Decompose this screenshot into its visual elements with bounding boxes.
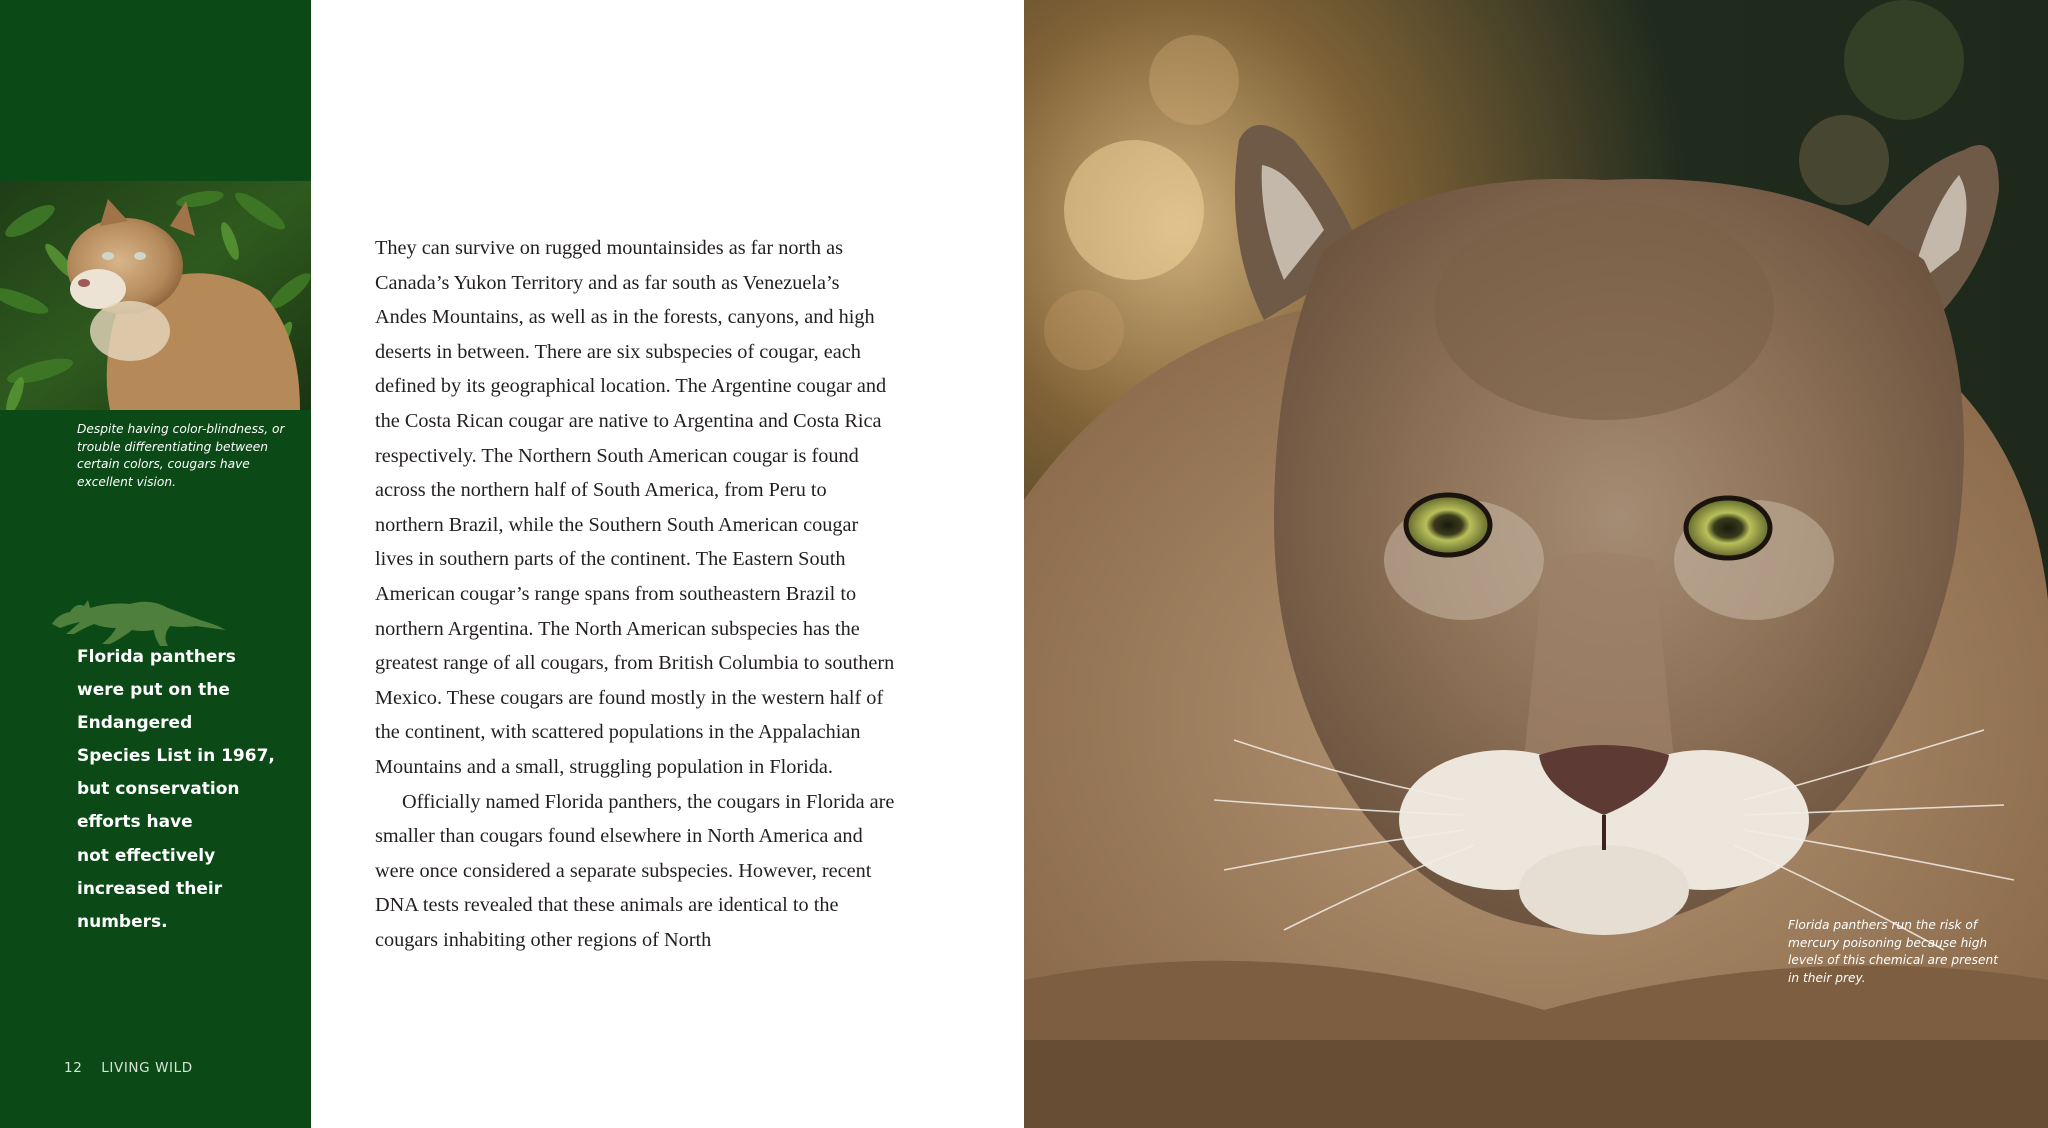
- photo-caption: Florida panthers run the risk of mercury poisoning because high levels of this chemical are present in their prey.: [1788, 918, 1998, 985]
- fact-line: numbers.: [77, 911, 168, 932]
- series-title: LIVING WILD: [101, 1060, 193, 1076]
- cougar-thumbnail-photo: [0, 181, 311, 410]
- fact-line: Florida panthers: [77, 647, 236, 667]
- fact-line: were put on the: [77, 680, 230, 701]
- fact-line: Endangered: [77, 713, 193, 734]
- thumbnail-caption: Despite having color-blindness, or trouble differentiating between certain colors, cougars have excellent vision.: [77, 422, 285, 489]
- page-number: 12: [64, 1060, 83, 1076]
- fact-line: Species List in 1967,: [77, 746, 275, 767]
- fact-line: but conservation: [77, 779, 240, 800]
- body-paragraph-2: Officially named Florida panthers, the cougars in Florida are smaller than cougars found elsewhere in North America and were once considered a separate subspecies. However, recent DNA tests revealed that these animals are identical to the cougars inhabiting other regions of North: [375, 790, 895, 951]
- page-footer: [64, 1060, 193, 1076]
- body-paragraph-1: They can survive on rugged mountainsides as far north as Canada’s Yukon Territory and as far south as Venezuela’s Andes Mountains, as well as in the forests, canyons, and high deserts in between. There are six subspecies of cougar, each defined by its geographical location. The Argentine cougar and the Costa Rican cougar are native to Argentina and Costa Rica respectively. The Northern South American cougar is found across the northern half of South America, from Peru to northern Brazil, while the Southern South American cougar lives in southern parts of the continent. The Eastern South American cougar’s range spans from southeastern Brazil to northern Argentina. The North American subspecies has the greatest range of all cougars, from British Columbia to southern Mexico. These cougars are found mostly in the western half of the continent, with scattered populations in the Appalachian Mountains and a small, struggling population in Florida.: [375, 237, 895, 778]
- sidebar-fact: [77, 641, 292, 939]
- fact-line: increased their: [77, 878, 223, 899]
- fact-line: not effectively: [77, 845, 216, 866]
- sidebar-panel: [0, 0, 311, 1128]
- body-text: [375, 231, 895, 957]
- fact-line: efforts have: [77, 812, 193, 833]
